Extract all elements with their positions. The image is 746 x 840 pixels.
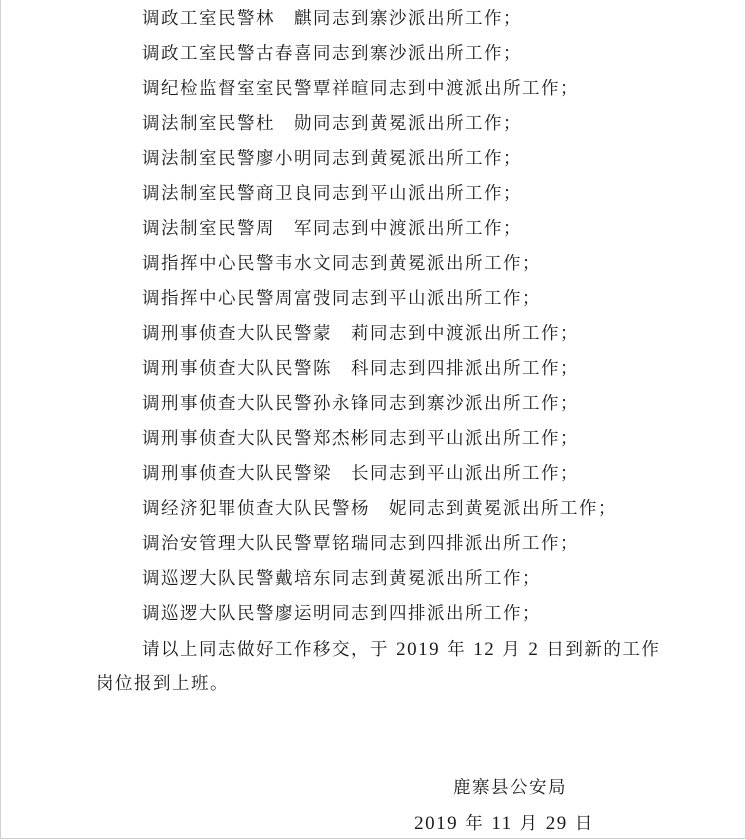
transfer-line: 调治安管理大队民警覃铭瑞同志到四排派出所工作； (142, 534, 579, 554)
closing-month: 12 (473, 639, 496, 660)
closing-paragraph-line2: 岗位报到上班。 (96, 674, 229, 694)
closing-text: 月 (495, 640, 529, 660)
transfer-line: 调刑事侦查大队民警梁 长同志到平山派出所工作； (142, 464, 579, 484)
transfer-line: 调刑事侦查大队民警蒙 莉同志到中渡派出所工作； (142, 324, 579, 344)
date-sep: 日 (567, 814, 594, 834)
transfer-line: 调刑事侦查大队民警陈 科同志到四排派出所工作； (142, 359, 579, 379)
signature-organization: 鹿寨县公安局 (453, 778, 567, 798)
transfer-line: 调法制室民警周 军同志到中渡派出所工作； (142, 219, 522, 239)
date-sep: 月 (512, 814, 546, 834)
transfer-line: 调指挥中心民警韦水文同志到黄冕派出所工作； (142, 254, 541, 274)
closing-day: 2 (528, 639, 540, 660)
closing-text: 年 (440, 640, 474, 660)
transfer-line: 调指挥中心民警周富弢同志到平山派出所工作； (142, 289, 541, 309)
closing-text: 请以上同志做好工作移交，于 (142, 640, 397, 660)
transfer-line: 调法制室民警杜 勋同志到黄冕派出所工作； (142, 114, 522, 134)
date-day: 29 (545, 813, 568, 834)
transfer-line: 调政工室民警林 麒同志到寨沙派出所工作； (142, 9, 522, 29)
closing-paragraph-line1 (96, 632, 696, 667)
transfer-line: 调法制室民警商卫良同志到平山派出所工作； (142, 184, 522, 204)
date-sep: 年 (458, 814, 492, 834)
document-body (96, 2, 696, 702)
transfer-line: 调经济犯罪侦查大队民警杨 妮同志到黄冕派出所工作； (142, 499, 617, 519)
transfer-line: 调巡逻大队民警廖运明同志到四排派出所工作； (142, 604, 541, 624)
transfer-line: 调刑事侦查大队民警郑杰彬同志到平山派出所工作； (142, 429, 579, 449)
closing-text: 日到新的工作 (539, 640, 661, 660)
transfer-line: 调巡逻大队民警戴培东同志到黄冕派出所工作； (142, 569, 541, 589)
signature-date (414, 808, 594, 840)
closing-year: 2019 (396, 639, 441, 660)
transfer-line: 调政工室民警古春喜同志到寨沙派出所工作； (142, 44, 522, 64)
date-year: 2019 (414, 813, 459, 834)
transfer-line: 调刑事侦查大队民警孙永锋同志到寨沙派出所工作； (142, 394, 579, 414)
transfer-line: 调纪检监督室室民警覃祥暄同志到中渡派出所工作； (142, 79, 579, 99)
date-month: 11 (491, 813, 513, 834)
transfer-line: 调法制室民警廖小明同志到黄冕派出所工作； (142, 149, 522, 169)
